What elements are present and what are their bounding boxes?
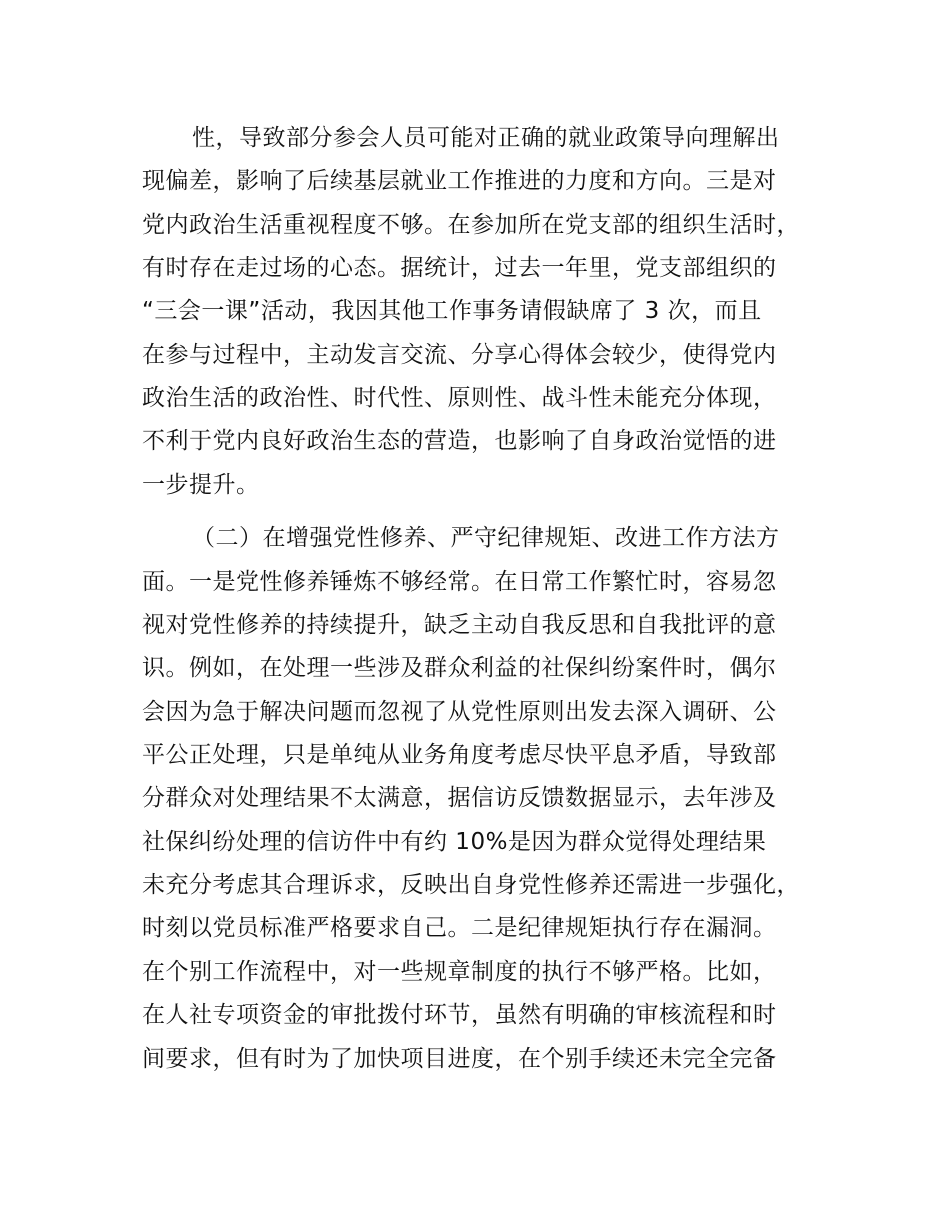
paragraph2-line-3: 视对党性修养的持续提升，缺乏主动自我反思和自我批评的意: [142, 612, 777, 638]
paragraph2-line-2: 面。一是党性修养锤炼不够经常。在日常工作繁忙时，容易忽: [142, 569, 777, 595]
paragraph1-line-1: 性，导致部分参会人员可能对正确的就业政策导向理解出: [192, 125, 780, 151]
paragraph2-line-10: 时刻以党员标准严格要求自己。二是纪律规矩执行存在漏洞。: [142, 915, 777, 941]
paragraph1-line-9: 一步提升。: [142, 472, 260, 498]
paragraph1-line-5: “三会一课”活动，我因其他工作事务请假缺席了 3 次，而且: [142, 298, 762, 324]
paragraph1-line-6: 在参与过程中，主动发言交流、分享心得体会较少，使得党内: [142, 342, 777, 368]
paragraph2-line-11: 在个别工作流程中，对一些规章制度的执行不够严格。比如，: [142, 959, 777, 985]
paragraph2-line-9: 未充分考虑其合理诉求，反映出自身党性修养还需进一步强化，: [142, 872, 800, 898]
paragraph1-line-7: 政治生活的政治性、时代性、原则性、战斗性未能充分体现，: [142, 385, 777, 411]
paragraph1-line-2: 现偏差，影响了后续基层就业工作推进的力度和方向。三是对: [142, 168, 777, 194]
paragraph2-line-1: （二）在增强党性修养、严守纪律规矩、改进工作方法方: [192, 525, 780, 551]
paragraph2-line-4: 识。例如，在处理一些涉及群众利益的社保纠纷案件时，偶尔: [142, 655, 777, 681]
paragraph1-line-4: 有时存在走过场的心态。据统计，过去一年里，党支部组织的: [142, 255, 777, 281]
paragraph2-line-5: 会因为急于解决问题而忽视了从党性原则出发去深入调研、公: [142, 699, 777, 725]
paragraph2-line-8: 社保纠纷处理的信访件中有约 10%是因为群众觉得处理结果: [142, 829, 767, 855]
paragraph1-line-8: 不利于党内良好政治生态的营造，也影响了自身政治觉悟的进: [142, 428, 777, 454]
paragraph2-line-6: 平公正处理，只是单纯从业务角度考虑尽快平息矛盾，导致部: [142, 742, 777, 768]
paragraph2-line-12: 在人社专项资金的审批拨付环节，虽然有明确的审核流程和时: [142, 1002, 777, 1028]
paragraph2-line-13: 间要求，但有时为了加快项目进度，在个别手续还未完全完备: [142, 1046, 777, 1072]
paragraph2-line-7: 分群众对处理结果不太满意，据信访反馈数据显示，去年涉及: [142, 785, 777, 811]
paragraph1-line-3: 党内政治生活重视程度不够。在参加所在党支部的组织生活时，: [142, 212, 800, 238]
